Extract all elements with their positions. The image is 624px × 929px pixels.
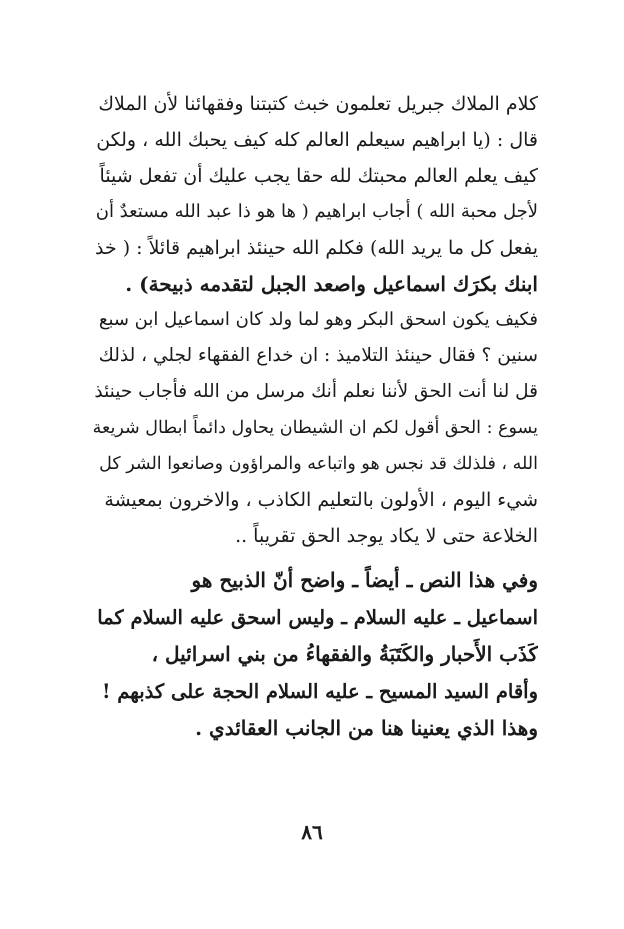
commentary-line: وأقام السيد المسيح ـ عليه السلام الحجة على كذبهم ! bbox=[101, 680, 538, 703]
author-commentary bbox=[92, 562, 538, 747]
commentary-line: اسماعيل ـ عليه السلام ـ وليس اسحق عليه السلام كما bbox=[97, 606, 538, 629]
passage-line: قال : (يا ابراهيم سيعلم العالم كله كيف يحبك الله ، ولكن bbox=[96, 129, 538, 151]
passage-line: يسوع : الحق أقول لكم ان الشيطان يحاول دائماً ابطال شريعة bbox=[92, 418, 538, 438]
passage-line: كلام الملاك جبريل تعلمون خبث كتبتنا وفقهائنا لأن الملاك bbox=[98, 93, 538, 115]
passage-line: الله ، فلذلك قد نجس هو واتباعه والمراؤون وصانعوا الشر كل bbox=[99, 454, 538, 474]
commentary-line: وفي هذا النص ـ أيضاً ـ واضح أنّ الذبيح هو bbox=[191, 568, 538, 592]
passage-line: لأجل محبة الله ) أجاب ابراهيم ( ها هو ذا عبد الله مستعدٌ أن bbox=[95, 201, 538, 222]
passage-line: الخلاعة حتى لا يكاد يوجد الحق تقريباً .. bbox=[235, 525, 538, 547]
passage-line: كيف يعلم العالم محبتك لله حقا يجب عليك أن تفعل شيئاً bbox=[99, 165, 538, 187]
commentary-line: وهذا الذي يعنينا هنا من الجانب العقائدي . bbox=[195, 716, 538, 740]
passage-line: فكيف يكون اسحق البكر وهو لما ولد كان اسماعيل ابن سبع bbox=[98, 309, 538, 330]
page-number: ٨٦ bbox=[301, 820, 323, 844]
passage-line: يفعل كل ما يريد الله) فكلم الله حينئذ ابراهيم قائلاً : ( خذ bbox=[94, 237, 538, 259]
commentary-line: كَذَب الأَحبار والكَتَبَةُ والفقهاءُ من بني اسرائيل ، bbox=[151, 642, 538, 666]
passage-line-emphasis: ابنك بكرَك اسماعيل واصعد الجبل لتقدمه ذبيحة) . bbox=[125, 272, 538, 296]
quoted-passage bbox=[92, 86, 538, 554]
passage-line: قل لنا أنت الحق لأننا نعلم أنك مرسل من الله فأجاب حينئذ bbox=[94, 381, 538, 402]
passage-line: سنين ؟ فقال حينئذ التلاميذ : ان خداع الفقهاء لجلي ، لذلك bbox=[98, 345, 538, 366]
passage-line: شيء اليوم ، الأولون بالتعليم الكاذب ، والاخرون بمعيشة bbox=[104, 489, 538, 511]
